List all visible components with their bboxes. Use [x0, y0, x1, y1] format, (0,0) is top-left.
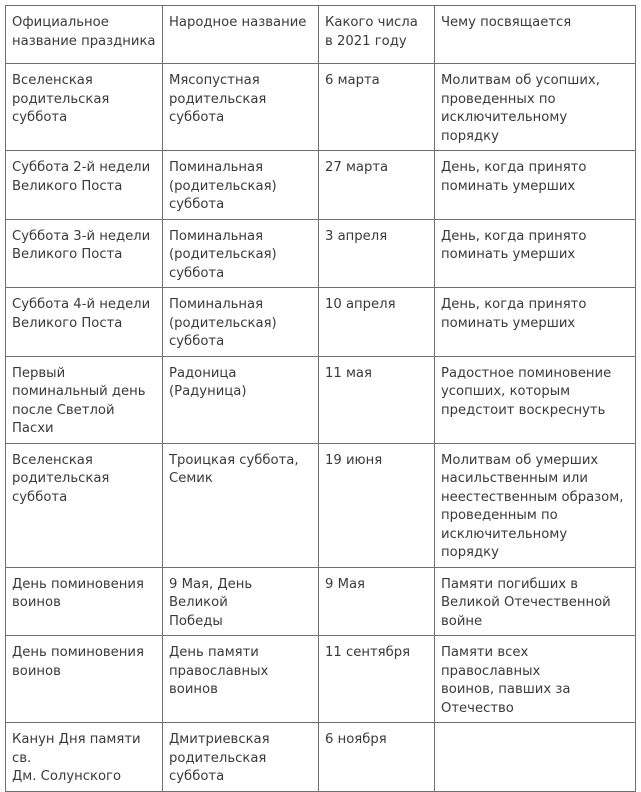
header-purpose: Чему посвящается [435, 6, 636, 64]
table-row [6, 636, 636, 723]
table-row [6, 443, 636, 567]
cell-official-name: Вселенская родительская суббота [6, 64, 163, 151]
cell-folk-name: Поминальная (родительская) суббота [163, 288, 319, 357]
cell-official-name: Первый поминальный день после Светлой Пасхи [6, 356, 163, 443]
cell-folk-name: Мясопустная родительская суббота [163, 64, 319, 151]
header-official-name: Официальное название праздника [6, 6, 163, 64]
cell-folk-name: Радоница (Радуница) [163, 356, 319, 443]
cell-purpose: Молитвам об усопших, проведенных по исключительному порядку [435, 64, 636, 151]
cell-official-name: День поминовения воинов [6, 567, 163, 636]
cell-folk-name: 9 Мая, День Великой Победы [163, 567, 319, 636]
cell-date: 6 ноября [319, 723, 435, 792]
cell-purpose: Радостное поминовение усопших, которым предстоит воскреснуть [435, 356, 636, 443]
cell-purpose: Памяти погибших в Великой Отечественной войне [435, 567, 636, 636]
cell-date: 19 июня [319, 443, 435, 567]
cell-folk-name: Троицкая суббота, Семик [163, 443, 319, 567]
cell-date: 11 мая [319, 356, 435, 443]
cell-purpose: День, когда принято поминать умерших [435, 288, 636, 357]
cell-purpose: Молитвам об умерших насильственным или неестественным образом, проведенным по исключительному порядку [435, 443, 636, 567]
cell-date: 9 Мая [319, 567, 435, 636]
cell-folk-name: Поминальная (родительская) суббота [163, 219, 319, 288]
holidays-table [5, 5, 636, 792]
table-row [6, 219, 636, 288]
cell-purpose: День, когда принято поминать умерших [435, 151, 636, 220]
cell-official-name: Суббота 3-й недели Великого Поста [6, 219, 163, 288]
cell-purpose: Памяти всех православных воинов, павших за Отечество [435, 636, 636, 723]
cell-purpose: День, когда принято поминать умерших [435, 219, 636, 288]
cell-folk-name: Дмитриевская родительская суббота [163, 723, 319, 792]
cell-folk-name: Поминальная (родительская) суббота [163, 151, 319, 220]
cell-official-name: Суббота 2-й недели Великого Поста [6, 151, 163, 220]
table-row [6, 567, 636, 636]
cell-official-name: Вселенская родительская суббота [6, 443, 163, 567]
cell-date: 27 марта [319, 151, 435, 220]
table-row [6, 288, 636, 357]
cell-date: 3 апреля [319, 219, 435, 288]
cell-date: 11 сентября [319, 636, 435, 723]
table-row [6, 356, 636, 443]
cell-date: 6 марта [319, 64, 435, 151]
cell-purpose [435, 723, 636, 792]
cell-official-name: Суббота 4-й недели Великого Поста [6, 288, 163, 357]
table-row [6, 151, 636, 220]
table-row [6, 723, 636, 792]
cell-folk-name: День памяти православных воинов [163, 636, 319, 723]
table-row [6, 64, 636, 151]
cell-official-name: День поминовения воинов [6, 636, 163, 723]
header-folk-name: Народное название [163, 6, 319, 64]
table-header-row [6, 6, 636, 64]
cell-date: 10 апреля [319, 288, 435, 357]
cell-official-name: Канун Дня памяти св. Дм. Солунского [6, 723, 163, 792]
header-date: Какого числа в 2021 году [319, 6, 435, 64]
